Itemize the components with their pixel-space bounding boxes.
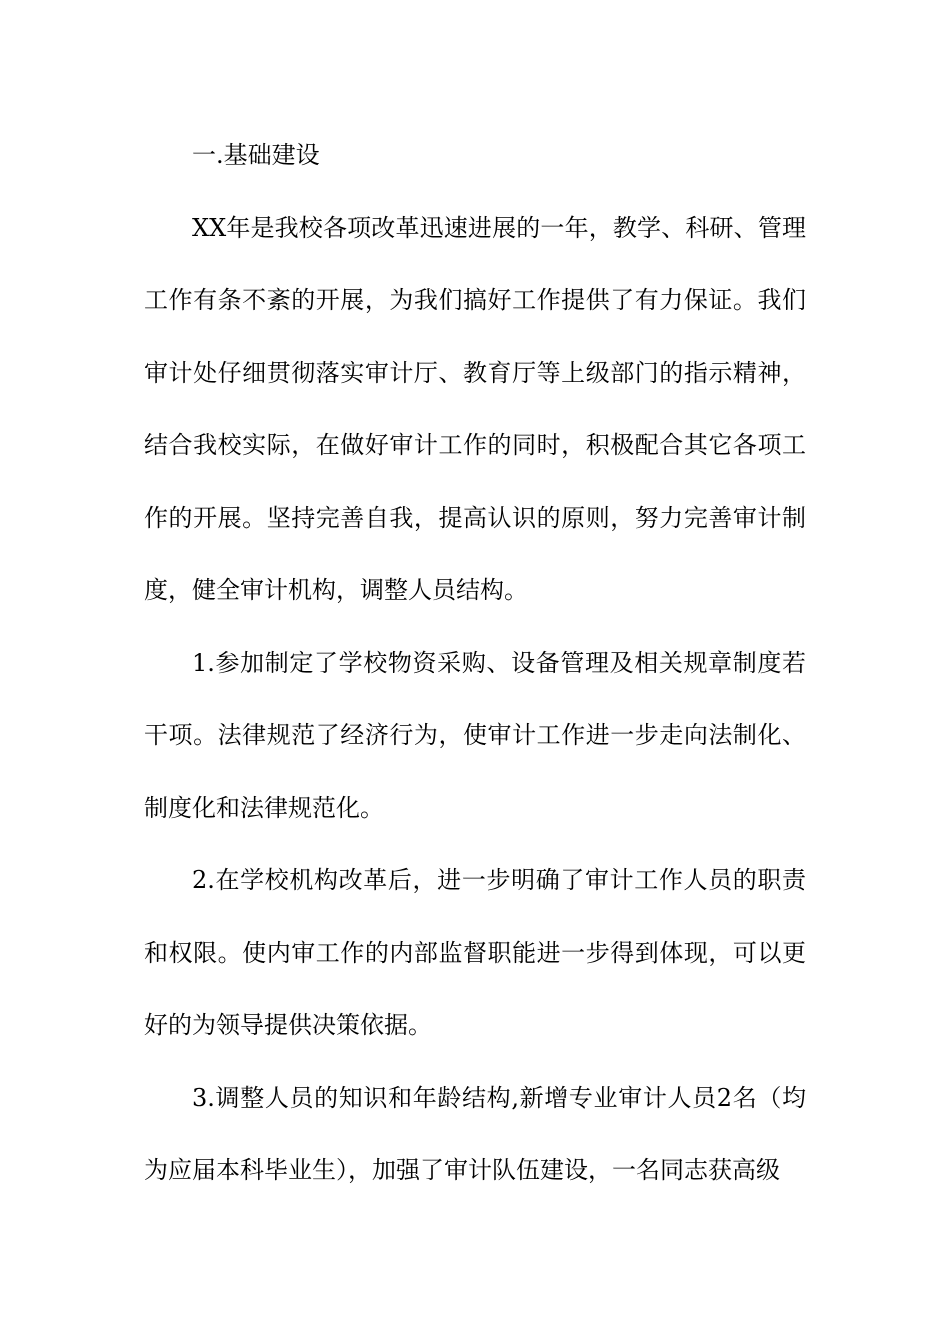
paragraph-intro: XX年是我校各项改革迅速进展的一年，教学、科研、管理工作有条不紊的开展，为我们搞好工作提供了有力保证。我们审计处仔细贯彻落实审计厅、教育厅等上级部门的指示精神，结合我校实际，在做好审计工作的同时，积极配合其它各项工作的开展。坚持完善自我，提高认识的原则，努力完善审计制度，健全审计机构，调整人员结构。 — [144, 213, 806, 604]
paragraph-item-1: 1.参加制定了学校物资采购、设备管理及相关规章制度若干项。法律规范了经济行为，使审计工作进一步走向法制化、制度化和法律规范化。 — [144, 648, 806, 822]
paragraph-item-3: 3.调整人员的知识和年龄结构,新增专业审计人员2名（均为应届本科毕业生），加强了审计队伍建设，一名同志获高级 — [144, 1083, 806, 1184]
section-heading: 一.基础建设 — [192, 141, 320, 169]
paragraph-item-2: 2.在学校机构改革后，进一步明确了审计工作人员的职责和权限。使内审工作的内部监督职能进一步得到体现，可以更好的为领导提供决策依据。 — [144, 866, 806, 1039]
document-body — [144, 119, 806, 1207]
